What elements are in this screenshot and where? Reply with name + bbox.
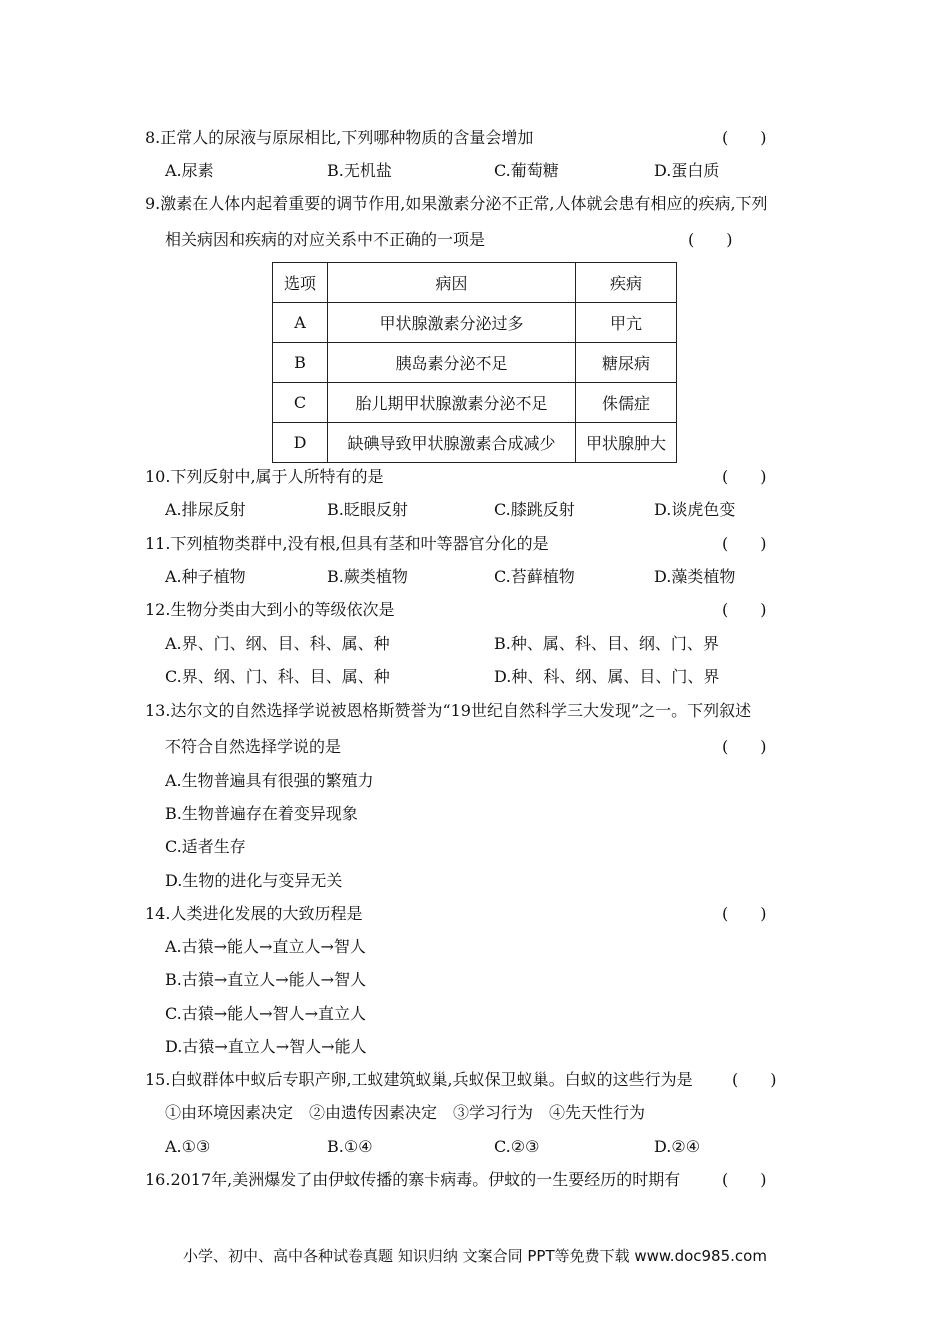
q11-option-a: A.种子植物 (165, 567, 246, 586)
table-row (273, 383, 677, 423)
table-cell: 甲状腺肿大 (576, 423, 677, 463)
q10-option-d: D.谈虎色变 (654, 500, 736, 519)
q13-option-d: D.生物的进化与变异无关 (165, 871, 343, 890)
table-row (273, 303, 677, 343)
table-cell: D (273, 423, 328, 463)
q9-answer-blank: ( ) (688, 230, 733, 249)
q8-stem: 8.正常人的尿液与原尿相比,下列哪种物质的含量会增加 (145, 128, 534, 147)
q14-option-b: B.古猿→直立人→能人→智人 (165, 970, 367, 989)
q8-option-d: D.蛋白质 (654, 161, 720, 180)
table-cell: B (273, 343, 328, 383)
q15-option-c: C.②③ (494, 1137, 540, 1156)
q12-option-c: C.界、纲、门、科、目、属、种 (165, 667, 390, 686)
table-cell: 侏儒症 (576, 383, 677, 423)
q10-answer-blank: ( ) (722, 467, 767, 486)
q8-answer-blank: ( ) (722, 128, 767, 147)
q15-option-d: D.②④ (654, 1137, 701, 1156)
q12-stem: 12.生物分类由大到小的等级依次是 (145, 600, 395, 619)
q14-answer-blank: ( ) (722, 904, 767, 923)
table-header-row (273, 263, 677, 303)
table-row (273, 423, 677, 463)
q15-stem: 15.白蚁群体中蚁后专职产卵,工蚁建筑蚁巢,兵蚁保卫蚁巢。白蚁的这些行为是 (145, 1070, 693, 1089)
table-header-cell: 选项 (273, 263, 328, 303)
page-footer: 小学、初中、高中各种试卷真题 知识归纳 文案合同 PPT等免费下载 www.doc985.com (183, 1247, 767, 1265)
table-cell: 胎儿期甲状腺激素分泌不足 (328, 383, 576, 423)
q12-option-b: B.种、属、科、目、纲、门、界 (494, 634, 719, 653)
q11-option-c: C.苔藓植物 (494, 567, 575, 586)
q14-option-a: A.古猿→能人→直立人→智人 (165, 937, 366, 956)
q14-stem: 14.人类进化发展的大致历程是 (145, 904, 363, 923)
q9-table (272, 262, 677, 463)
q15-option-a: A.①③ (165, 1137, 211, 1156)
q9-stem-line2: 相关病因和疾病的对应关系中不正确的一项是 (165, 230, 486, 249)
table-cell: A (273, 303, 328, 343)
q13-stem-line1: 13.达尔文的自然选择学说被恩格斯赞誉为“19世纪自然科学三大发现”之一。下列叙述 (145, 701, 752, 720)
q11-stem: 11.下列植物类群中,没有根,但具有茎和叶等器官分化的是 (145, 534, 549, 553)
q13-stem-line2: 不符合自然选择学说的是 (165, 737, 342, 756)
table-cell: 胰岛素分泌不足 (328, 343, 576, 383)
q9-stem-line1: 9.激素在人体内起着重要的调节作用,如果激素分泌不正常,人体就会患有相应的疾病,下列 (145, 194, 768, 213)
q13-option-b: B.生物普遍存在着变异现象 (165, 804, 358, 823)
table-cell: 缺碘导致甲状腺激素合成减少 (328, 423, 576, 463)
q8-option-b: B.无机盐 (327, 161, 392, 180)
q12-option-d: D.种、科、纲、属、目、门、界 (494, 667, 720, 686)
q15-choices: ①由环境因素决定 ②由遗传因素决定 ③学习行为 ④先天性行为 (165, 1103, 646, 1122)
q10-stem: 10.下列反射中,属于人所特有的是 (145, 467, 384, 486)
q15-option-b: B.①④ (327, 1137, 373, 1156)
q10-option-b: B.眨眼反射 (327, 500, 408, 519)
table-row (273, 343, 677, 383)
q12-option-a: A.界、门、纲、目、科、属、种 (165, 634, 390, 653)
table-cell: 甲亢 (576, 303, 677, 343)
q8-option-a: A.尿素 (165, 161, 214, 180)
q13-option-a: A.生物普遍具有很强的繁殖力 (165, 771, 374, 790)
table-cell: 糖尿病 (576, 343, 677, 383)
table-header-cell: 病因 (328, 263, 576, 303)
q14-option-c: C.古猿→能人→智人→直立人 (165, 1004, 366, 1023)
q8-option-c: C.葡萄糖 (494, 161, 559, 180)
table-cell: 甲状腺激素分泌过多 (328, 303, 576, 343)
q11-option-d: D.藻类植物 (654, 567, 736, 586)
q16-answer-blank: ( ) (722, 1170, 767, 1189)
q11-answer-blank: ( ) (722, 534, 767, 553)
table-header-cell: 疾病 (576, 263, 677, 303)
q14-option-d: D.古猿→直立人→智人→能人 (165, 1037, 367, 1056)
q13-answer-blank: ( ) (722, 737, 767, 756)
q13-option-c: C.适者生存 (165, 837, 246, 856)
q16-stem: 16.2017年,美洲爆发了由伊蚊传播的寨卡病毒。伊蚊的一生要经历的时期有 (145, 1170, 681, 1189)
q10-option-c: C.膝跳反射 (494, 500, 575, 519)
q11-option-b: B.蕨类植物 (327, 567, 408, 586)
table-cell: C (273, 383, 328, 423)
q15-answer-blank: ( ) (732, 1070, 777, 1089)
q12-answer-blank: ( ) (722, 600, 767, 619)
q10-option-a: A.排尿反射 (165, 500, 246, 519)
